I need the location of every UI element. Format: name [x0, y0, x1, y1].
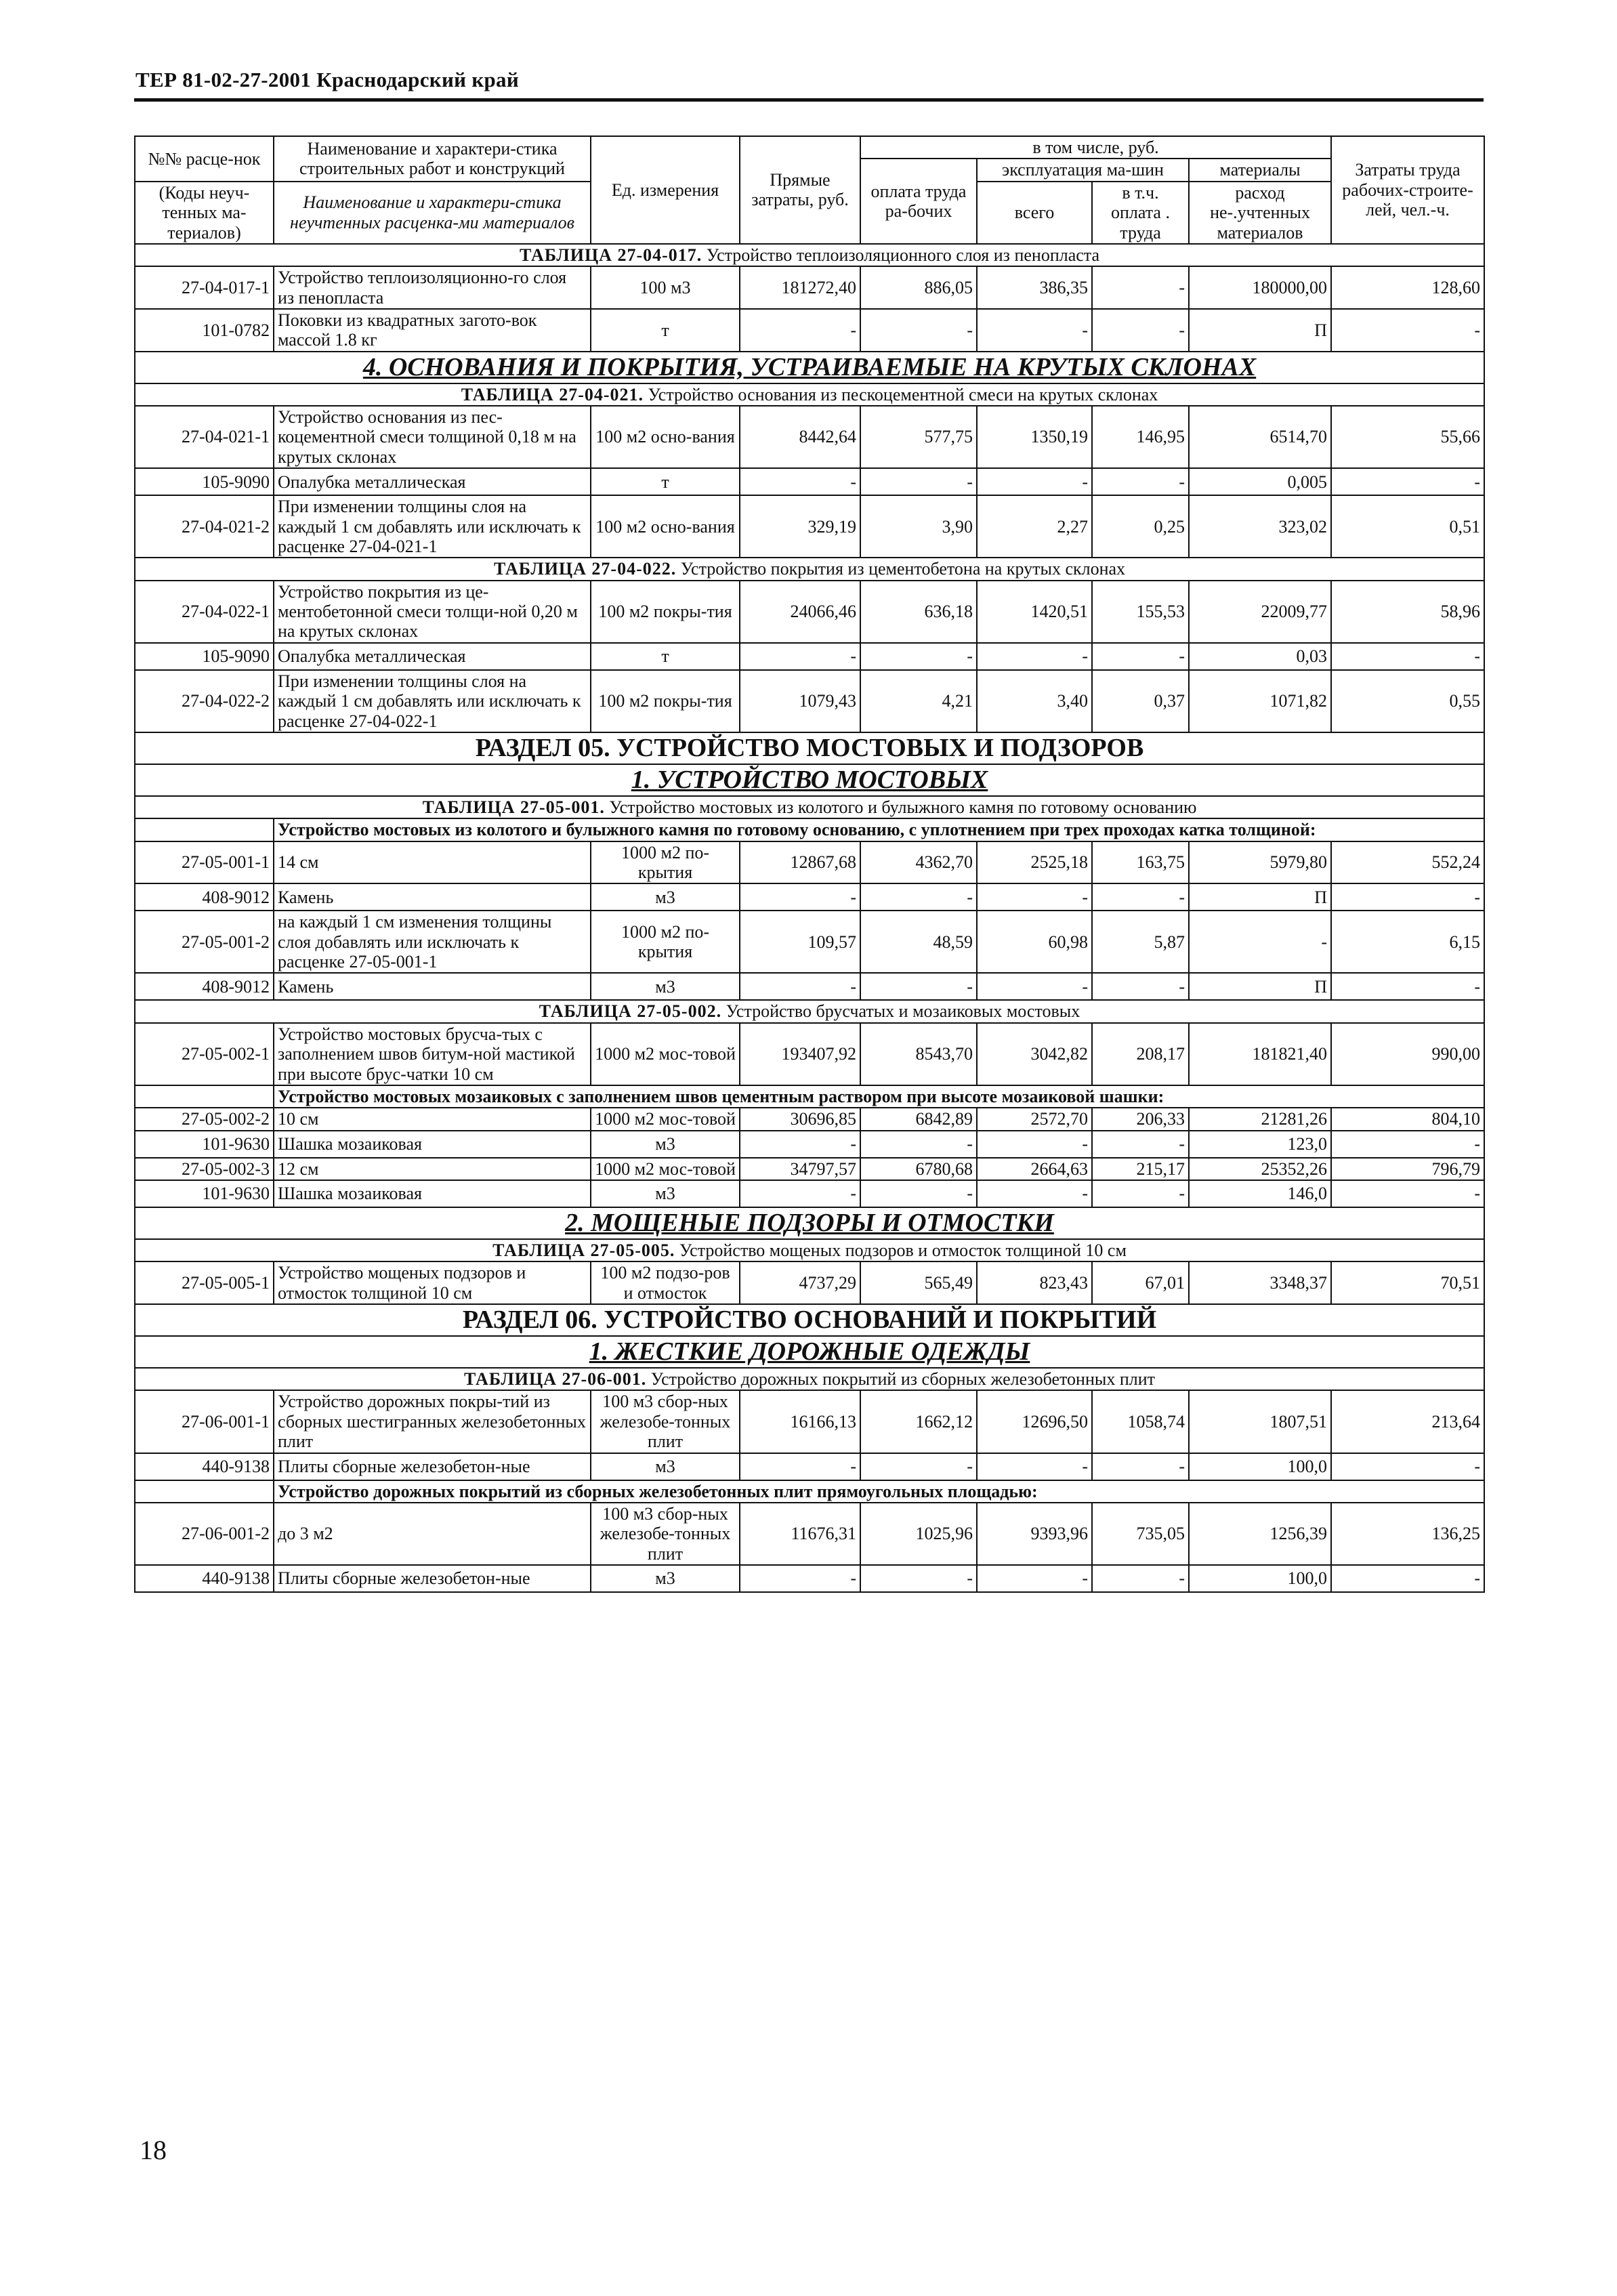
machine-labor-cell: 0,25 [1092, 495, 1189, 558]
material-cost-cell: 181821,40 [1189, 1023, 1331, 1085]
table-caption: Устройство основания из пескоцементной смеси на крутых склонах [648, 384, 1158, 404]
unit-cell: м3 [591, 1453, 740, 1480]
table-title-row [135, 558, 1484, 580]
unit-cell: 1000 м2 по-крытия [591, 911, 740, 973]
material-cost-cell: 180000,00 [1189, 266, 1331, 309]
table-number: ТАБЛИЦА 27-04-021. [461, 384, 644, 404]
machine-cost-cell: 9393,96 [977, 1503, 1092, 1565]
group-heading: Устройство мостовых мозаиковых с заполнением швов цементным раствором при высоте мозаиковой шашки: [274, 1085, 1484, 1108]
machine-cost-cell: - [977, 973, 1092, 1000]
section-heading: РАЗДЕЛ 06. УСТРОЙСТВО ОСНОВАНИЙ И ПОКРЫТИЙ [135, 1304, 1484, 1336]
code-cell: 27-06-001-2 [135, 1503, 274, 1565]
table-title-row [135, 1239, 1484, 1261]
table-title-row [135, 244, 1484, 266]
workhours-cell: - [1331, 309, 1484, 352]
table-title [135, 558, 1484, 580]
direct-cost-cell: - [740, 883, 860, 911]
workhours-cell: - [1331, 1131, 1484, 1158]
name-cell: Устройство мостовых брусча-тых с заполнением швов битум-ной мастикой при высоте брус-чатки 10 см [274, 1023, 591, 1085]
table-title [135, 1000, 1484, 1022]
material-cost-cell: 1807,51 [1189, 1390, 1331, 1453]
labor-cost-cell: 636,18 [860, 581, 977, 643]
unit-cell: 100 м3 [591, 266, 740, 309]
unit-cell: 100 м2 осно-вания [591, 495, 740, 558]
section-heading-row [135, 1304, 1484, 1336]
unit-cell: 1000 м2 мос-товой [591, 1108, 740, 1130]
col-code-bottom: (Коды неуч-тенных ма-териалов) [135, 182, 274, 244]
machine-labor-cell: - [1092, 883, 1189, 911]
subsection-heading: 1. ЖЕСТКИЕ ДОРОЖНЫЕ ОДЕЖДЫ [135, 1336, 1484, 1368]
header-rule [134, 98, 1484, 102]
subsection-heading-row [135, 1207, 1484, 1239]
name-cell: 12 см [274, 1158, 591, 1180]
code-cell: 27-05-001-2 [135, 911, 274, 973]
labor-cost-cell: - [860, 1131, 977, 1158]
table-title-row [135, 1368, 1484, 1390]
machine-cost-cell: 3,40 [977, 670, 1092, 732]
table-header [135, 136, 1484, 244]
material-cost-cell: 1071,82 [1189, 670, 1331, 732]
material-row [135, 309, 1484, 352]
subsection-heading: 2. МОЩЕНЫЕ ПОДЗОРЫ И ОТМОСТКИ [135, 1207, 1484, 1239]
rate-row [135, 1158, 1484, 1180]
code-cell: 27-04-022-2 [135, 670, 274, 732]
machine-cost-cell: 2525,18 [977, 841, 1092, 884]
table-number: ТАБЛИЦА 27-05-001. [422, 797, 605, 817]
material-cost-cell: 100,0 [1189, 1453, 1331, 1480]
direct-cost-cell: 24066,46 [740, 581, 860, 643]
code-cell: 27-05-002-3 [135, 1158, 274, 1180]
rate-row [135, 495, 1484, 558]
material-cost-cell: 100,0 [1189, 1565, 1331, 1592]
name-cell: При изменении толщины слоя на каждый 1 см добавлять или исключать к расценке 27-04-022-1 [274, 670, 591, 732]
col-materials-bottom: расход не-.учтенных материалов [1189, 182, 1331, 244]
rate-row [135, 841, 1484, 884]
workhours-cell: 6,15 [1331, 911, 1484, 973]
table-caption: Устройство мощеных подзоров и отмосток толщиной 10 см [679, 1240, 1127, 1260]
labor-cost-cell: 48,59 [860, 911, 977, 973]
material-row [135, 468, 1484, 495]
name-cell: Устройство покрытия из це-ментобетонной смеси толщи-ной 0,20 м на крутых склонах [274, 581, 591, 643]
machine-labor-cell: - [1092, 1131, 1189, 1158]
material-row [135, 973, 1484, 1000]
col-incl: в том числе, руб. [860, 136, 1331, 159]
machine-cost-cell: 2664,63 [977, 1158, 1092, 1180]
material-cost-cell: 22009,77 [1189, 581, 1331, 643]
machine-labor-cell: 735,05 [1092, 1503, 1189, 1565]
material-cost-cell: 0,03 [1189, 643, 1331, 670]
group-heading-row [135, 818, 1484, 841]
material-cost-cell: П [1189, 883, 1331, 911]
name-cell: Опалубка металлическая [274, 643, 591, 670]
name-cell: 10 см [274, 1108, 591, 1130]
rates-table [134, 135, 1485, 1593]
rate-row [135, 1503, 1484, 1565]
unit-cell: 100 м2 покры-тия [591, 581, 740, 643]
direct-cost-cell: 329,19 [740, 495, 860, 558]
machine-cost-cell: - [977, 643, 1092, 670]
machine-labor-cell: 163,75 [1092, 841, 1189, 884]
rate-row [135, 670, 1484, 732]
code-cell: 408-9012 [135, 883, 274, 911]
table-title [135, 1368, 1484, 1390]
direct-cost-cell: - [740, 309, 860, 352]
table-title-row [135, 796, 1484, 818]
machine-cost-cell: 386,35 [977, 266, 1092, 309]
material-row [135, 883, 1484, 911]
workhours-cell: 128,60 [1331, 266, 1484, 309]
col-machines: эксплуатация ма-шин [977, 159, 1189, 181]
rate-row [135, 266, 1484, 309]
group-heading-row [135, 1480, 1484, 1503]
direct-cost-cell: - [740, 643, 860, 670]
page-number: 18 [140, 2135, 167, 2165]
machine-labor-cell: 208,17 [1092, 1023, 1189, 1085]
empty-code-cell [135, 818, 274, 841]
subsection-heading-row [135, 764, 1484, 796]
unit-cell: т [591, 309, 740, 352]
labor-cost-cell: 3,90 [860, 495, 977, 558]
col-machines-labor: в т.ч. оплата . труда [1092, 182, 1189, 244]
col-direct: Прямые затраты, руб. [740, 136, 860, 244]
direct-cost-cell: 12867,68 [740, 841, 860, 884]
material-row [135, 643, 1484, 670]
table-caption: Устройство покрытия из цементобетона на крутых склонах [680, 559, 1126, 579]
code-cell: 27-04-021-2 [135, 495, 274, 558]
workhours-cell: 552,24 [1331, 841, 1484, 884]
col-code-top: №№ расце-нок [135, 136, 274, 182]
material-cost-cell: 21281,26 [1189, 1108, 1331, 1130]
code-cell: 408-9012 [135, 973, 274, 1000]
labor-cost-cell: - [860, 309, 977, 352]
code-cell: 105-9090 [135, 468, 274, 495]
name-cell: Плиты сборные железобетон-ные [274, 1565, 591, 1592]
labor-cost-cell: - [860, 1180, 977, 1207]
code-cell: 27-04-017-1 [135, 266, 274, 309]
material-row [135, 1131, 1484, 1158]
name-cell: на каждый 1 см изменения толщины слоя добавлять или исключать к расценке 27-05-001-1 [274, 911, 591, 973]
name-cell: Поковки из квадратных загото-вок массой 1.8 кг [274, 309, 591, 352]
name-cell: Камень [274, 883, 591, 911]
machine-cost-cell: 3042,82 [977, 1023, 1092, 1085]
machine-cost-cell: 2,27 [977, 495, 1092, 558]
col-unit: Ед. измерения [591, 136, 740, 244]
machine-labor-cell: - [1092, 468, 1189, 495]
machine-cost-cell: - [977, 1453, 1092, 1480]
labor-cost-cell: - [860, 973, 977, 1000]
material-cost-cell: П [1189, 309, 1331, 352]
unit-cell: т [591, 468, 740, 495]
code-cell: 27-05-005-1 [135, 1261, 274, 1304]
group-heading: Устройство дорожных покрытий из сборных железобетонных плит прямоугольных площадью: [274, 1480, 1484, 1503]
name-cell: Шашка мозаиковая [274, 1180, 591, 1207]
machine-cost-cell: - [977, 309, 1092, 352]
machine-labor-cell: 155,53 [1092, 581, 1189, 643]
material-cost-cell: 1256,39 [1189, 1503, 1331, 1565]
machine-cost-cell: - [977, 883, 1092, 911]
table-title [135, 796, 1484, 818]
section-heading: РАЗДЕЛ 05. УСТРОЙСТВО МОСТОВЫХ И ПОДЗОРОВ [135, 732, 1484, 764]
direct-cost-cell: - [740, 468, 860, 495]
rate-row [135, 1108, 1484, 1130]
unit-cell: 100 м3 сбор-ных железобе-тонных плит [591, 1390, 740, 1453]
table-title [135, 244, 1484, 266]
machine-labor-cell: - [1092, 643, 1189, 670]
workhours-cell: 0,55 [1331, 670, 1484, 732]
unit-cell: м3 [591, 1565, 740, 1592]
machine-cost-cell: - [977, 468, 1092, 495]
material-cost-cell: 123,0 [1189, 1131, 1331, 1158]
code-cell: 101-0782 [135, 309, 274, 352]
subsection-heading: 1. УСТРОЙСТВО МОСТОВЫХ [135, 764, 1484, 796]
machine-labor-cell: 215,17 [1092, 1158, 1189, 1180]
name-cell: Устройство дорожных покры-тий из сборных шестигранных железобетонных плит [274, 1390, 591, 1453]
direct-cost-cell: 1079,43 [740, 670, 860, 732]
labor-cost-cell: - [860, 468, 977, 495]
name-cell: 14 см [274, 841, 591, 884]
machine-labor-cell: 146,95 [1092, 406, 1189, 468]
rate-row [135, 1261, 1484, 1304]
unit-cell: 100 м3 сбор-ных железобе-тонных плит [591, 1503, 740, 1565]
material-cost-cell: - [1189, 911, 1331, 973]
code-cell: 27-05-002-1 [135, 1023, 274, 1085]
machine-labor-cell: - [1092, 1565, 1189, 1592]
labor-cost-cell: - [860, 883, 977, 911]
name-cell: Плиты сборные железобетон-ные [274, 1453, 591, 1480]
code-cell: 440-9138 [135, 1565, 274, 1592]
workhours-cell: - [1331, 1565, 1484, 1592]
workhours-cell: - [1331, 973, 1484, 1000]
labor-cost-cell: 4,21 [860, 670, 977, 732]
material-cost-cell: П [1189, 973, 1331, 1000]
subsection-heading: 4. ОСНОВАНИЯ И ПОКРЫТИЯ, УСТРАИВАЕМЫЕ НА КРУТЫХ СКЛОНАХ [135, 352, 1484, 383]
workhours-cell: - [1331, 883, 1484, 911]
table-number: ТАБЛИЦА 27-05-002. [539, 1001, 722, 1022]
workhours-cell: 70,51 [1331, 1261, 1484, 1304]
direct-cost-cell: 34797,57 [740, 1158, 860, 1180]
code-cell: 27-04-021-1 [135, 406, 274, 468]
col-labor: оплата труда ра-бочих [860, 159, 977, 244]
group-heading-row [135, 1085, 1484, 1108]
direct-cost-cell: - [740, 1131, 860, 1158]
machine-cost-cell: 1350,19 [977, 406, 1092, 468]
rate-row [135, 581, 1484, 643]
labor-cost-cell: 1025,96 [860, 1503, 977, 1565]
empty-code-cell [135, 1480, 274, 1503]
machine-labor-cell: - [1092, 1180, 1189, 1207]
name-cell: Устройство основания из пес-коцементной смеси толщиной 0,18 м на крутых склонах [274, 406, 591, 468]
unit-cell: м3 [591, 883, 740, 911]
group-heading: Устройство мостовых из колотого и булыжного камня по готовому основанию, с уплотнением при трех проходах катка толщиной: [274, 818, 1484, 841]
direct-cost-cell: - [740, 1453, 860, 1480]
material-row [135, 1180, 1484, 1207]
table-title-row [135, 383, 1484, 406]
unit-cell: м3 [591, 973, 740, 1000]
labor-cost-cell: - [860, 1453, 977, 1480]
table-caption: Устройство мостовых из колотого и булыжного камня по готовому основанию [609, 797, 1197, 817]
material-cost-cell: 146,0 [1189, 1180, 1331, 1207]
col-name-bottom: Наименование и характери-стика неучтенных расценка-ми материалов [274, 182, 591, 244]
material-cost-cell: 6514,70 [1189, 406, 1331, 468]
direct-cost-cell: 109,57 [740, 911, 860, 973]
rate-row [135, 1023, 1484, 1085]
table-caption: Устройство брусчатых и мозаиковых мостовых [726, 1001, 1080, 1022]
workhours-cell: 990,00 [1331, 1023, 1484, 1085]
direct-cost-cell: - [740, 1565, 860, 1592]
workhours-cell: 136,25 [1331, 1503, 1484, 1565]
name-cell: При изменении толщины слоя на каждый 1 см добавлять или исключать к расценке 27-04-021-1 [274, 495, 591, 558]
machine-cost-cell: 1420,51 [977, 581, 1092, 643]
table-number: ТАБЛИЦА 27-04-017. [520, 245, 702, 265]
col-name-top: Наименование и характери-стика строительных работ и конструкций [274, 136, 591, 182]
labor-cost-cell: - [860, 1565, 977, 1592]
labor-cost-cell: - [860, 643, 977, 670]
material-row [135, 1453, 1484, 1480]
unit-cell: 100 м2 осно-вания [591, 406, 740, 468]
labor-cost-cell: 886,05 [860, 266, 977, 309]
table-body [135, 244, 1484, 1592]
material-cost-cell: 3348,37 [1189, 1261, 1331, 1304]
name-cell: Шашка мозаиковая [274, 1131, 591, 1158]
unit-cell: м3 [591, 1180, 740, 1207]
direct-cost-cell: 8442,64 [740, 406, 860, 468]
machine-cost-cell: - [977, 1131, 1092, 1158]
machine-cost-cell: 60,98 [977, 911, 1092, 973]
labor-cost-cell: 6842,89 [860, 1108, 977, 1130]
machine-labor-cell: 206,33 [1092, 1108, 1189, 1130]
direct-cost-cell: 11676,31 [740, 1503, 860, 1565]
machine-labor-cell: 1058,74 [1092, 1390, 1189, 1453]
material-cost-cell: 5979,80 [1189, 841, 1331, 884]
machine-cost-cell: 823,43 [977, 1261, 1092, 1304]
machine-cost-cell: 2572,70 [977, 1108, 1092, 1130]
subsection-heading-row [135, 352, 1484, 383]
code-cell: 105-9090 [135, 643, 274, 670]
name-cell: Опалубка металлическая [274, 468, 591, 495]
running-head: ТЕР 81-02-27-2001 Краснодарский край [135, 68, 519, 91]
direct-cost-cell: 181272,40 [740, 266, 860, 309]
workhours-cell: 0,51 [1331, 495, 1484, 558]
labor-cost-cell: 4362,70 [860, 841, 977, 884]
direct-cost-cell: 193407,92 [740, 1023, 860, 1085]
col-machines-total: всего [977, 182, 1092, 244]
workhours-cell: 213,64 [1331, 1390, 1484, 1453]
subsection-heading-row [135, 1336, 1484, 1368]
direct-cost-cell: - [740, 973, 860, 1000]
direct-cost-cell: - [740, 1180, 860, 1207]
workhours-cell: 55,66 [1331, 406, 1484, 468]
unit-cell: 100 м2 подзо-ров и отмосток [591, 1261, 740, 1304]
workhours-cell: 804,10 [1331, 1108, 1484, 1130]
unit-cell: м3 [591, 1131, 740, 1158]
material-cost-cell: 323,02 [1189, 495, 1331, 558]
material-cost-cell: 25352,26 [1189, 1158, 1331, 1180]
machine-labor-cell: - [1092, 1453, 1189, 1480]
workhours-cell: - [1331, 1453, 1484, 1480]
material-cost-cell: 0,005 [1189, 468, 1331, 495]
name-cell: Камень [274, 973, 591, 1000]
unit-cell: 1000 м2 мос-товой [591, 1023, 740, 1085]
workhours-cell: - [1331, 643, 1484, 670]
name-cell: Устройство мощеных подзоров и отмосток толщиной 10 см [274, 1261, 591, 1304]
code-cell: 440-9138 [135, 1453, 274, 1480]
direct-cost-cell: 4737,29 [740, 1261, 860, 1304]
name-cell: Устройство теплоизоляционно-го слоя из пенопласта [274, 266, 591, 309]
material-row [135, 1565, 1484, 1592]
col-workhours: Затраты труда рабочих-строите-лей, чел.-ч. [1331, 136, 1484, 244]
table-title-row [135, 1000, 1484, 1022]
workhours-cell: - [1331, 468, 1484, 495]
rate-row [135, 406, 1484, 468]
workhours-cell: 58,96 [1331, 581, 1484, 643]
machine-labor-cell: - [1092, 309, 1189, 352]
unit-cell: т [591, 643, 740, 670]
table-number: ТАБЛИЦА 27-05-005. [492, 1240, 675, 1260]
code-cell: 27-06-001-1 [135, 1390, 274, 1453]
labor-cost-cell: 8543,70 [860, 1023, 977, 1085]
table-caption: Устройство дорожных покрытий из сборных железобетонных плит [650, 1369, 1156, 1389]
unit-cell: 1000 м2 по-крытия [591, 841, 740, 884]
table-number: ТАБЛИЦА 27-06-001. [464, 1369, 647, 1389]
code-cell: 27-05-001-1 [135, 841, 274, 884]
rate-row [135, 1390, 1484, 1453]
table-number: ТАБЛИЦА 27-04-022. [493, 559, 677, 579]
direct-cost-cell: 16166,13 [740, 1390, 860, 1453]
labor-cost-cell: 1662,12 [860, 1390, 977, 1453]
section-heading-row [135, 732, 1484, 764]
code-cell: 27-05-002-2 [135, 1108, 274, 1130]
table-title [135, 383, 1484, 406]
code-cell: 27-04-022-1 [135, 581, 274, 643]
unit-cell: 1000 м2 мос-товой [591, 1158, 740, 1180]
machine-labor-cell: 67,01 [1092, 1261, 1189, 1304]
labor-cost-cell: 6780,68 [860, 1158, 977, 1180]
name-cell: до 3 м2 [274, 1503, 591, 1565]
machine-cost-cell: - [977, 1565, 1092, 1592]
empty-code-cell [135, 1085, 274, 1108]
labor-cost-cell: 577,75 [860, 406, 977, 468]
machine-labor-cell: - [1092, 973, 1189, 1000]
col-materials: материалы [1189, 159, 1331, 181]
rate-row [135, 911, 1484, 973]
table-caption: Устройство теплоизоляционного слоя из пенопласта [706, 245, 1100, 265]
direct-cost-cell: 30696,85 [740, 1108, 860, 1130]
machine-cost-cell: 12696,50 [977, 1390, 1092, 1453]
machine-labor-cell: - [1092, 266, 1189, 309]
machine-cost-cell: - [977, 1180, 1092, 1207]
table-title [135, 1239, 1484, 1261]
workhours-cell: - [1331, 1180, 1484, 1207]
code-cell: 101-9630 [135, 1131, 274, 1158]
code-cell: 101-9630 [135, 1180, 274, 1207]
machine-labor-cell: 0,37 [1092, 670, 1189, 732]
workhours-cell: 796,79 [1331, 1158, 1484, 1180]
labor-cost-cell: 565,49 [860, 1261, 977, 1304]
unit-cell: 100 м2 покры-тия [591, 670, 740, 732]
machine-labor-cell: 5,87 [1092, 911, 1189, 973]
